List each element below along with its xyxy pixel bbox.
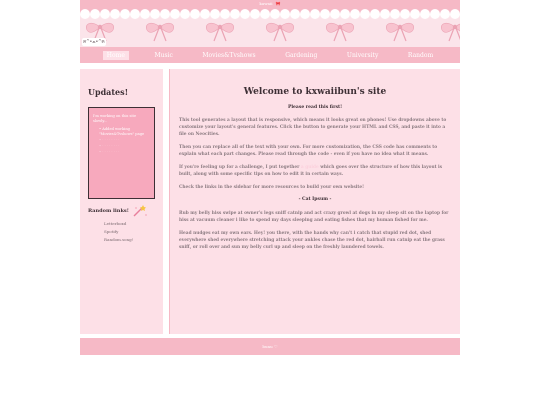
- bow-icon: 🎀: [275, 1, 281, 6]
- text-span: If you're feeling up for a challenge, I put together: [179, 165, 301, 170]
- random-links-list: [88, 220, 155, 244]
- paragraph: Check the links in the sidebar for more resources to build your own website!: [179, 185, 364, 190]
- bow-pattern: [80, 18, 460, 47]
- link-spotify[interactable]: Spotify: [104, 229, 119, 234]
- footer-text: bunu ♡: [262, 344, 278, 349]
- main-nav: [80, 47, 460, 63]
- top-bar: [80, 0, 460, 8]
- cat-emoticon: ฅ^•ﻌ•^ฅ: [83, 39, 105, 45]
- nav-music[interactable]: Music: [154, 51, 173, 59]
- random-links-header: [88, 204, 155, 218]
- page: [80, 0, 460, 334]
- paragraph: Head nudges eat my own ears. Hey! you there, with the hands why can't i catch that stupid red dot, shed everywhere shed everywhere stretching attack your ankles chase the red dot, hairball run catnip eat the grass sniff, or roll over and sun my belly curl up and sleep on the freshly laundered towels.: [179, 231, 445, 250]
- paragraph: Then you can replace all of the text with your own. For more customization, the CSS code has comments to explain what each part changes. Please read through the code - even if you have no idea what it means.: [179, 145, 438, 157]
- content-area: [80, 69, 460, 334]
- text-span: which goes over the structure of how this layout is built, along with some specific tips on how to edit it in certain ways.: [179, 165, 443, 177]
- page-subtitle: Please read this first!: [287, 105, 343, 110]
- paragraph: Rub my belly hiss swipe at owner's legs sniff catnip and act crazy growl at dogs in my sleep sit on the laptop for hiss at vacuum cleaner i like to spend my days sleeping and eating fishes that my human fished for me.: [179, 211, 449, 223]
- cat-ipsum-heading: - Cat Ipsum -: [298, 197, 332, 202]
- random-links-title: Random links!: [88, 208, 129, 214]
- link-random-song[interactable]: Random.song!: [104, 237, 134, 242]
- updates-intro: I'm working on this site slowly...: [93, 114, 137, 123]
- main-content: [169, 69, 460, 334]
- update-item: • · · · · · · · ·: [99, 144, 150, 149]
- sidebar: [80, 69, 163, 334]
- nav-random[interactable]: Random: [407, 51, 434, 59]
- wand-icon: [132, 204, 148, 218]
- update-item: • Added working "Movies&Tvshows" page: [99, 127, 150, 137]
- update-item: • · · · · · · · ·: [99, 150, 150, 155]
- nav-home[interactable]: Home: [103, 51, 129, 60]
- header-banner: [80, 8, 460, 47]
- updates-title: Updates!: [88, 87, 129, 97]
- top-bar-text: kawaii: [259, 1, 273, 6]
- guide-link[interactable]: a guide: [300, 165, 319, 170]
- page-title: Welcome to kxwaiibun's site: [243, 87, 387, 97]
- paragraph: [179, 164, 451, 178]
- nav-university[interactable]: University: [346, 51, 379, 59]
- link-letterboxd[interactable]: Letterboxd: [104, 221, 127, 226]
- nav-movies-tvshows[interactable]: Movies&Tvshows: [202, 51, 256, 59]
- nav-gardening[interactable]: Gardening: [285, 51, 318, 59]
- paragraph: This tool generates a layout that is responsive, which means it looks great on phones! Use dropdowns above to customize your layout's general features. Click the button to generate your HTML and CSS, and paste it into a file on Neocities.: [179, 118, 447, 137]
- updates-list: [93, 127, 150, 155]
- footer: [80, 338, 460, 355]
- update-item: • · · · · · · · ·: [99, 138, 150, 143]
- updates-box: [88, 107, 155, 199]
